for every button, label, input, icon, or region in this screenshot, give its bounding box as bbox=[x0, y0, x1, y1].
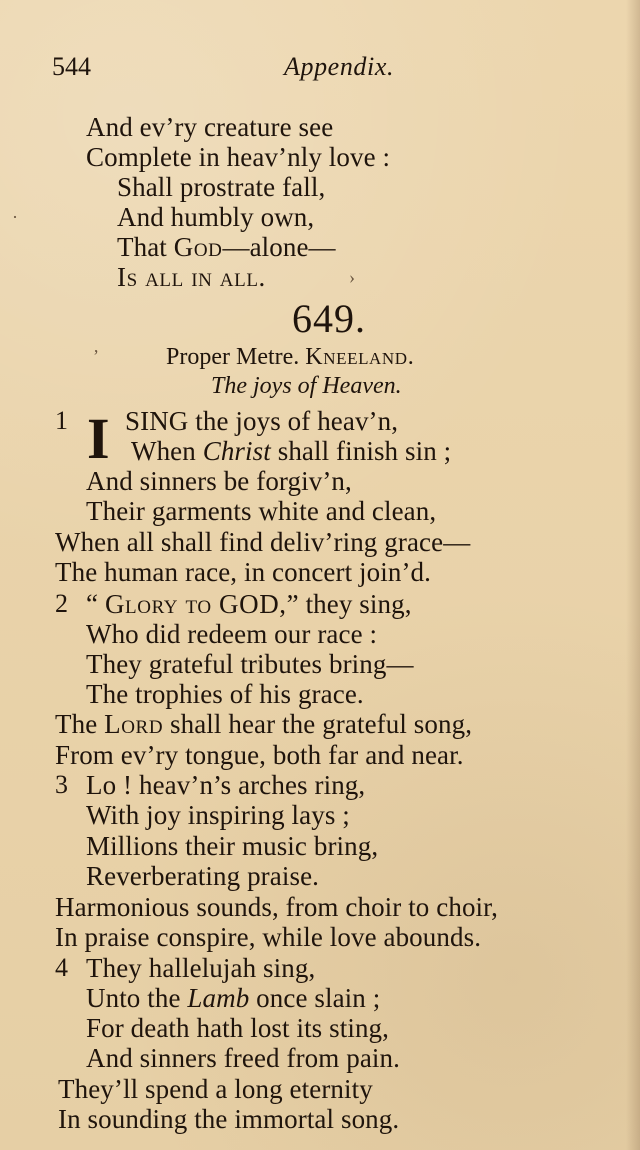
verse-1-line-4: Their garments white and clean, bbox=[86, 496, 437, 526]
opening-line-1: And ev’ry creature see bbox=[86, 112, 334, 142]
verse-number-1: 1 bbox=[55, 406, 68, 435]
hymn-meter: Proper Metre. bbox=[166, 344, 300, 370]
opening-line-5-god: God bbox=[173, 232, 223, 262]
verse-2-line-5-prefix: The bbox=[55, 709, 105, 739]
verse-1-line-2-suffix: shall finish sin ; bbox=[270, 436, 452, 466]
verse-2-line-4: The trophies of his grace. bbox=[86, 679, 364, 709]
verse-3-line-2: With joy inspiring lays ; bbox=[86, 800, 350, 830]
verse-3-line-3: Millions their music bring, bbox=[86, 831, 379, 861]
verse-2-line-2: Who did redeem our race : bbox=[86, 619, 378, 649]
hymn-tune: Kneeland. bbox=[305, 344, 415, 370]
verse-1-line-6: The human race, in concert join’d. bbox=[55, 557, 431, 587]
verse-4-line-5: They’ll spend a long eternity bbox=[58, 1074, 373, 1104]
verse-3-line-6: In praise conspire, while love abounds. bbox=[55, 922, 482, 952]
hymn-number: 649. bbox=[292, 296, 366, 341]
opening-line-6: Is all in all. bbox=[117, 262, 266, 292]
verse-4-line-6: In sounding the immortal song. bbox=[58, 1104, 400, 1134]
verse-4-line-2-suffix: once slain ; bbox=[249, 983, 381, 1013]
verse-2-line-5-suffix: shall hear the grateful song, bbox=[163, 709, 473, 739]
verse-4-line-2 bbox=[86, 983, 380, 1013]
opening-line-2: Complete in heav’nly love : bbox=[86, 142, 391, 172]
page-number: 544 bbox=[52, 52, 91, 81]
verse-4-line-2-lamb: Lamb bbox=[187, 983, 250, 1013]
verse-4-line-1: They hallelujah sing, bbox=[86, 953, 316, 983]
page-fleck: · bbox=[12, 207, 18, 227]
verse-1-line-5: When all shall find deliv’ring grace— bbox=[55, 527, 471, 557]
verse-2-line-3: They grateful tributes bring— bbox=[86, 649, 414, 679]
verse-3-line-5: Harmonious sounds, from choir to choir, bbox=[55, 892, 499, 922]
verse-4-line-4: And sinners freed from pain. bbox=[86, 1043, 400, 1073]
verse-3-line-4: Reverberating praise. bbox=[86, 861, 319, 891]
verse-1-line-3: And sinners be forgiv’n, bbox=[86, 466, 352, 496]
verse-2-line-1 bbox=[86, 589, 412, 619]
verse-2-line-5 bbox=[55, 709, 472, 739]
verse-3-line-1: Lo ! heav’n’s arches ring, bbox=[86, 770, 366, 800]
opening-line-4: And humbly own, bbox=[117, 202, 315, 232]
verse-1-line-2-prefix: When bbox=[131, 436, 203, 466]
verse-2-line-1-glory: Glory to GOD, bbox=[104, 589, 287, 619]
running-title: Appendix. bbox=[284, 52, 395, 81]
verse-number-3: 3 bbox=[55, 770, 68, 799]
verse-1-line-2-christ: Christ bbox=[202, 436, 271, 466]
opening-line-5-prefix: That bbox=[117, 232, 174, 262]
hymn-meter-line bbox=[166, 343, 414, 371]
opening-line-5-suffix: —alone— bbox=[222, 232, 336, 262]
verse-1-line-1: SING the joys of heav’n, bbox=[125, 406, 399, 436]
verse-4-line-2-prefix: Unto the bbox=[86, 983, 188, 1013]
verse-number-4: 4 bbox=[55, 953, 68, 982]
hymn-subtitle: The joys of Heaven. bbox=[211, 373, 402, 399]
verse-2-line-5-lord: Lord bbox=[104, 709, 164, 739]
page-fleck-2: ’ bbox=[93, 346, 99, 366]
opening-line-3: Shall prostrate fall, bbox=[117, 172, 326, 202]
dropcap-letter: I bbox=[87, 406, 110, 471]
verse-1-line-2 bbox=[131, 436, 451, 466]
verse-4-line-3: For death hath lost its sting, bbox=[86, 1013, 389, 1043]
opening-line-5 bbox=[117, 232, 336, 262]
verse-2-line-1-suffix: ” they sing, bbox=[286, 589, 412, 619]
verse-2-line-1-open-quote: “ bbox=[86, 589, 105, 619]
speck-mark: › bbox=[349, 267, 355, 287]
verse-number-2: 2 bbox=[55, 589, 68, 618]
verse-2-line-6: From ev’ry tongue, both far and near. bbox=[55, 740, 464, 770]
